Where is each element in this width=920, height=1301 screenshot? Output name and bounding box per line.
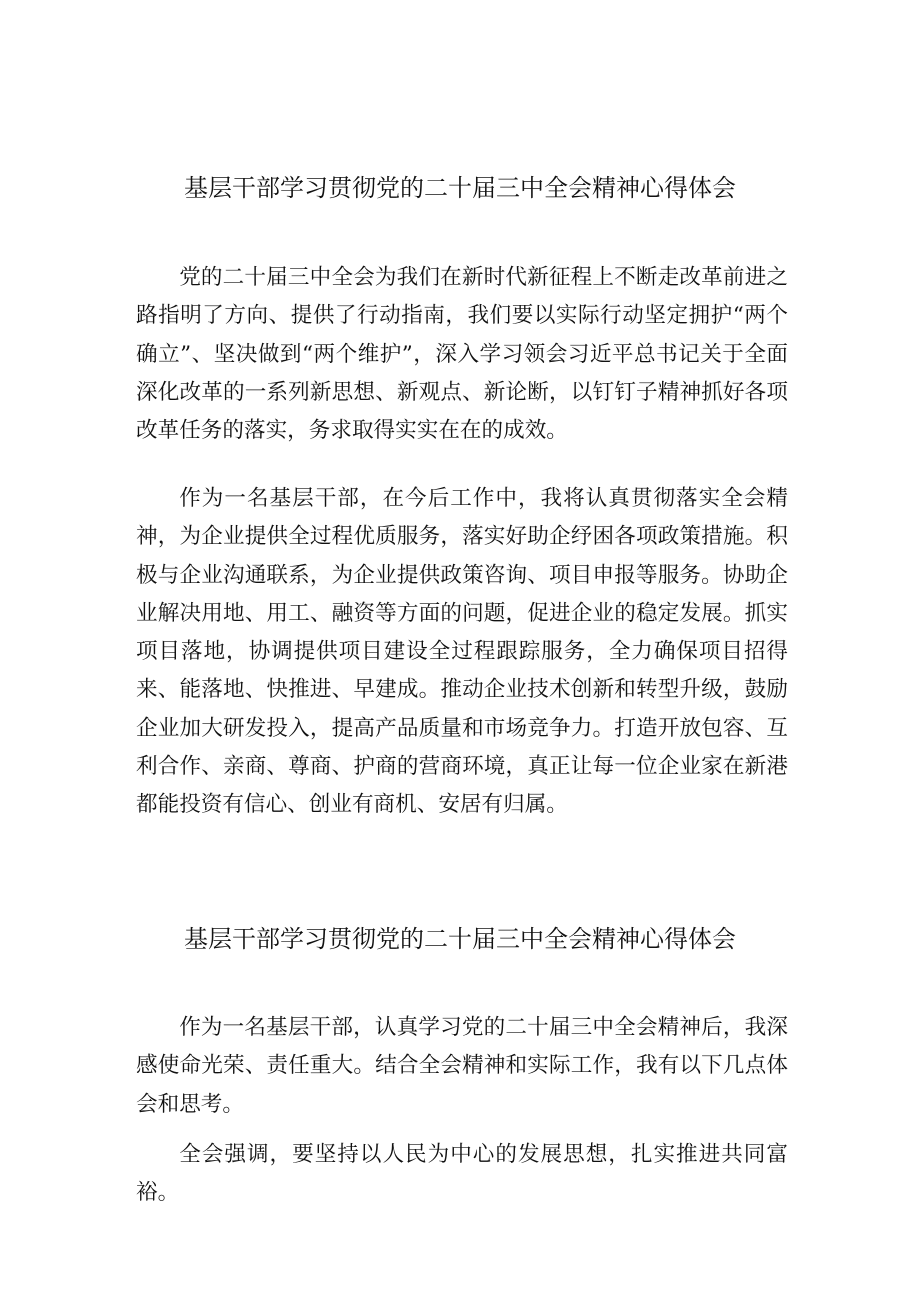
body-paragraph: 作为一名基层干部，认真学习党的二十届三中全会精神后，我深感使命光荣、责任重大。结合全会精神和实际工作，我有以下几点体会和思考。 [136,1015,788,1117]
section-title: 基层干部学习贯彻党的二十届三中全会精神心得体会 [184,925,736,953]
body-paragraph: 作为一名基层干部，在今后工作中，我将认真贯彻落实全会精神，为企业提供全过程优质服务，落实好助企纾困各项政策措施。积极与企业沟通联系，为企业提供政策咨询、项目申报等服务。协助企业解决用地、用工、融资等方面的问题，促进企业的稳定发展。抓实项目落地，协调提供项目建设全过程跟踪服务，全力确保项目招得来、能落地、快推进、早建成。推动企业技术创新和转型升级，鼓励企业加大研发投入，提高产品质量和市场竞争力。打造开放包容、互利合作、亲商、尊商、护商的营商环境，真正让每一位企业家在新港都能投资有信心、创业有商机、安居有归属。 [136,486,788,818]
section-title: 基层干部学习贯彻党的二十届三中全会精神心得体会 [184,174,736,202]
body-paragraph: 党的二十届三中全会为我们在新时代新征程上不断走改革前进之路指明了方向、提供了行动指南，我们要以实际行动坚定拥护“两个确立”、坚决做到“两个维护”，深入学习领会习近平总书记关于全面深化改革的一系列新思想、新观点、新论断，以钉钉子精神抓好各项改革任务的落实，务求取得实实在在的成效。 [136,265,788,444]
body-paragraph: 全会强调，要坚持以人民为中心的发展思想，扎实推进共同富裕。 [136,1142,788,1206]
